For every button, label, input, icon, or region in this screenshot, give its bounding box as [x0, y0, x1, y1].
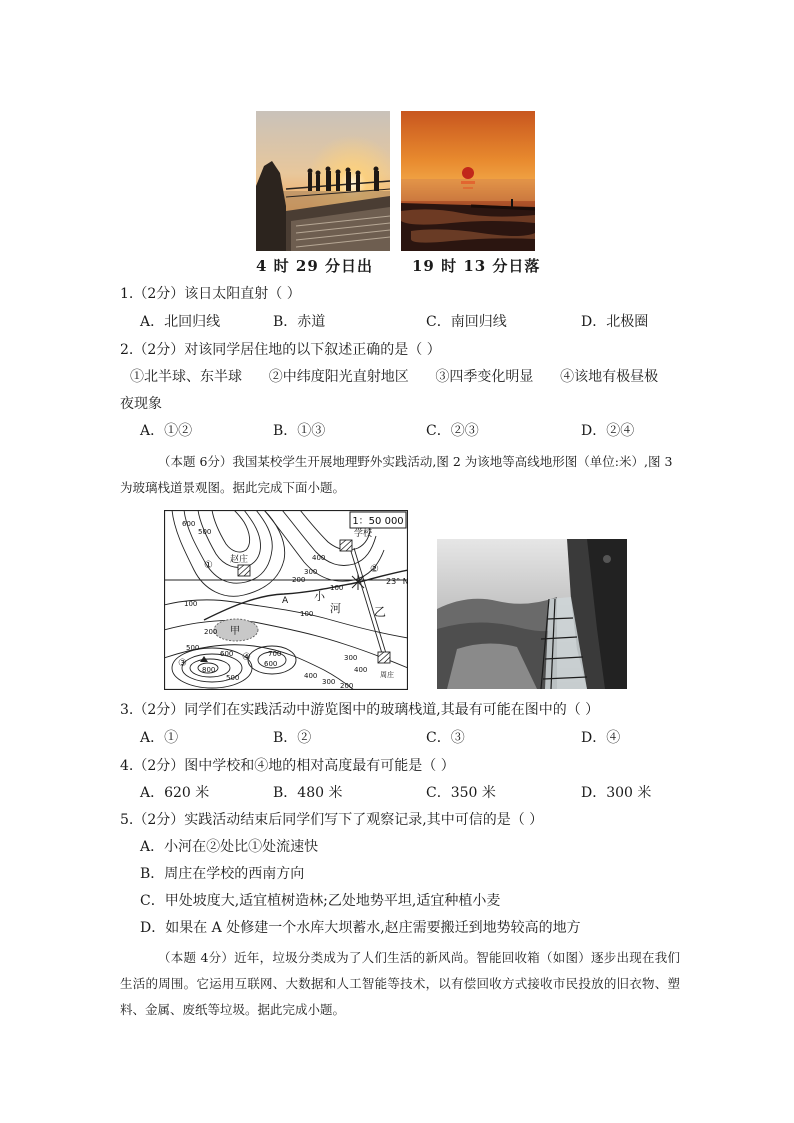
- sunset-photo: [401, 111, 535, 251]
- sunset-caption: 19 时 13 分日落: [412, 257, 541, 275]
- question-5-stem: 5.（2分）实践活动结束后同学们写下了观察记录,其中可信的是（ ）: [120, 812, 544, 828]
- question-1-option-a[interactable]: A．北回归线: [140, 314, 221, 330]
- question-2-option-b[interactable]: B．①③: [273, 423, 326, 439]
- svg-text:①: ①: [204, 560, 213, 571]
- question-1-option-d[interactable]: D．北极圈: [581, 314, 649, 330]
- svg-text:300: 300: [304, 568, 318, 576]
- question-1-option-c[interactable]: C．南回归线: [426, 314, 507, 330]
- question-2-option-a[interactable]: A．①②: [140, 423, 193, 439]
- svg-text:23° N: 23° N: [386, 577, 408, 586]
- sunrise-photo: [256, 111, 390, 251]
- svg-text:200: 200: [292, 576, 306, 584]
- svg-text:800: 800: [202, 666, 216, 674]
- svg-text:赵庄: 赵庄: [230, 555, 249, 565]
- question-5-option-b[interactable]: B．周庄在学校的西南方向: [140, 866, 305, 882]
- question-1-option-b[interactable]: B．赤道: [273, 314, 326, 330]
- question-4-option-d[interactable]: D．300 米: [581, 785, 652, 801]
- question-3-option-c[interactable]: C．③: [426, 730, 465, 746]
- svg-text:300: 300: [322, 678, 336, 686]
- svg-text:400: 400: [304, 672, 318, 680]
- svg-text:500: 500: [226, 674, 240, 682]
- svg-text:500: 500: [198, 528, 212, 536]
- question-2-option-d[interactable]: D．②④: [581, 423, 635, 439]
- question-1-stem: 1.（2分）该日太阳直射（ ）: [120, 286, 301, 302]
- svg-text:100: 100: [300, 610, 314, 618]
- svg-text:400: 400: [312, 554, 326, 562]
- svg-text:400: 400: [354, 666, 368, 674]
- question-3-option-a[interactable]: A．①: [140, 730, 179, 746]
- map-scale: 1：50 000: [352, 516, 404, 527]
- svg-text:小: 小: [314, 590, 325, 603]
- sunrise-caption: 4 时 29 分日出: [256, 257, 373, 275]
- question-2-stem: 2.（2分）对该同学居住地的以下叙述正确的是（ ）: [120, 342, 441, 358]
- svg-text:600: 600: [220, 650, 234, 658]
- svg-text:600: 600: [182, 520, 196, 528]
- svg-text:乙: 乙: [374, 605, 387, 619]
- svg-text:④: ④: [242, 652, 251, 663]
- question-4-option-a[interactable]: A．620 米: [140, 785, 210, 801]
- question-5-option-a[interactable]: A．小河在②处比①处流速快: [140, 839, 319, 855]
- glass-walkway-photo: [437, 539, 627, 689]
- question-4-stem: 4.（2分）图中学校和④地的相对高度最有可能是（ ）: [120, 758, 455, 774]
- svg-text:200: 200: [204, 628, 218, 636]
- question-4-option-b[interactable]: B．480 米: [273, 785, 343, 801]
- question-2-statements-line2: 夜现象: [120, 396, 162, 412]
- svg-text:500: 500: [186, 644, 200, 652]
- recycle-intro-paragraph: （本题 4分）近年，垃圾分类成为了人们生活的新风尚。智能回收箱（如图）逐步出现在我们生活的周围。它运用互联网、大数据和人工智能等技术，以有偿回收方式接收市民投放的旧衣物、塑料、金属、废纸等垃圾。据此完成小题。: [120, 950, 680, 1017]
- svg-text:③: ③: [178, 658, 187, 669]
- svg-text:周庄: 周庄: [380, 671, 394, 679]
- question-2-statements-line1: ①北半球、东半球 ②中纬度阳光直射地区 ③四季变化明显 ④该地有极昼极: [130, 369, 659, 385]
- question-4-option-c[interactable]: C．350 米: [426, 785, 496, 801]
- svg-text:②: ②: [370, 564, 379, 575]
- svg-text:700: 700: [268, 650, 282, 658]
- contour-map: [164, 510, 408, 690]
- svg-text:A: A: [282, 596, 289, 606]
- question-3-stem: 3.（2分）同学们在实践活动中游览图中的玻璃栈道,其最有可能在图中的（ ）: [120, 702, 600, 718]
- svg-text:河: 河: [330, 602, 341, 615]
- question-3-option-d[interactable]: D．④: [581, 730, 621, 746]
- map-intro-paragraph: （本题 6分）我国某校学生开展地理野外实践活动,图 2 为该地等高线地形图（单位:米）,图 3 为玻璃栈道景观图。据此完成下面小题。: [120, 454, 673, 495]
- svg-text:300: 300: [344, 654, 358, 662]
- svg-text:200: 200: [340, 682, 354, 690]
- question-5-option-c[interactable]: C．甲处坡度大,适宜植树造林;乙处地势平坦,适宜种植小麦: [140, 893, 501, 909]
- svg-text:学校: 学校: [354, 529, 373, 539]
- question-2-option-c[interactable]: C．②③: [426, 423, 479, 439]
- svg-text:600: 600: [264, 660, 278, 668]
- question-5-option-d[interactable]: D．如果在 A 处修建一个水库大坝蓄水,赵庄需要搬迁到地势较高的地方: [140, 920, 581, 936]
- question-3-option-b[interactable]: B．②: [273, 730, 312, 746]
- svg-text:100: 100: [330, 584, 344, 592]
- svg-text:100: 100: [184, 600, 198, 608]
- svg-text:甲: 甲: [230, 626, 240, 637]
